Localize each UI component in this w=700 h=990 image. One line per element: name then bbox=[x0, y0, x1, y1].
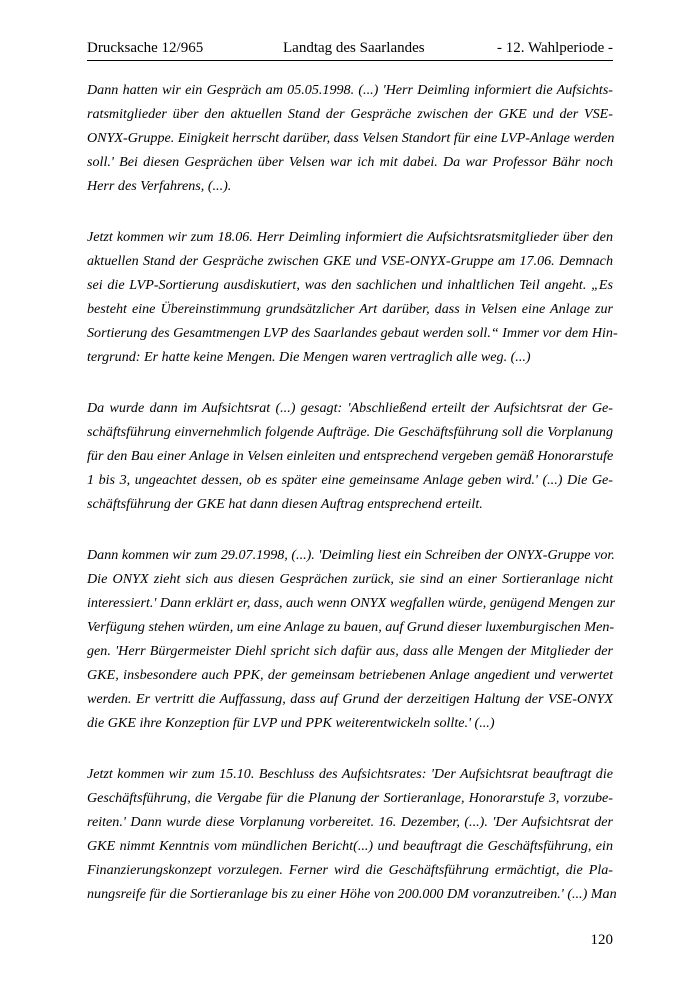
text-line: Da wurde dann im Aufsichtsrat (...) gesagt: 'Abschließend erteilt der Aufsichtsrat der Ge- bbox=[87, 400, 613, 416]
text-line: schäftsführung der GKE hat dann diesen Auftrag entsprechend erteilt. bbox=[87, 496, 483, 512]
text-line: Jetzt kommen wir zum 15.10. Beschluss des Aufsichtsrates: 'Der Aufsichtsrat beauftragt die bbox=[87, 766, 613, 782]
text-line: GKE, insbesondere auch PPK, der gemeinsam betriebenen Anlage angedient und verwertet bbox=[87, 667, 613, 683]
text-line: ONYX-Gruppe. Einigkeit herrscht darüber, dass Velsen Standort für eine LVP-Anlage werden bbox=[87, 130, 615, 146]
text-line: besteht eine Übereinstimmung grundsätzlicher Art darüber, dass in Velsen eine Anlage zur bbox=[87, 301, 613, 317]
page-number: 120 bbox=[590, 932, 613, 948]
text-line: sei die LVP-Sortierung ausdiskutiert, was den sachlichen und inhaltlichen Teil angeht. „Es bbox=[87, 277, 613, 293]
text-line: reiten.' Dann wurde diese Vorplanung vorbereitet. 16. Dezember, (...). 'Der Aufsichtsrat der bbox=[87, 814, 613, 830]
text-line: Jetzt kommen wir zum 18.06. Herr Deimling informiert die Aufsichtsratsmitglieder über den bbox=[87, 229, 613, 245]
text-line: soll.' Bei diesen Gesprächen über Velsen war ich mit dabei. Da war Professor Bähr noch bbox=[87, 154, 613, 170]
text-line: tergrund: Er hatte keine Mengen. Die Mengen waren vertraglich alle weg. (...) bbox=[87, 349, 531, 365]
text-line: Sortierung des Gesamtmengen LVP des Saarlandes gebaut werden soll.“ Immer vor dem Hin- bbox=[87, 325, 618, 341]
text-line: Verfügung stehen würden, um eine Anlage zu bauen, auf Grund dieser luxemburgischen Men- bbox=[87, 619, 615, 635]
text-line: interessiert.' Dann erklärt er, dass, auch wenn ONYX wegfallen würde, genügend Mengen zur bbox=[87, 595, 616, 611]
text-line: aktuellen Stand der Gespräche zwischen GKE und VSE-ONYX-Gruppe am 17.06. Demnach bbox=[87, 253, 613, 269]
paragraph-1 bbox=[87, 78, 613, 198]
text-line: Geschäftsführung, die Vergabe für die Planung der Sortieranlage, Honorarstufe 3, vorzube- bbox=[87, 790, 613, 806]
paragraph-3 bbox=[87, 396, 613, 516]
text-line: Dann kommen wir zum 29.07.1998, (...). 'Deimling liest ein Schreiben der ONYX-Gruppe vor. bbox=[87, 547, 615, 563]
body-text bbox=[87, 78, 618, 933]
text-line: Herr des Verfahrens, (...). bbox=[87, 178, 232, 194]
page-header bbox=[87, 38, 613, 61]
text-line: die GKE ihre Konzeption für LVP und PPK weiterentwickeln sollte.' (...) bbox=[87, 715, 495, 731]
document-number: Drucksache 12/965 bbox=[87, 40, 204, 56]
legislative-period: - 12. Wahlperiode - bbox=[497, 40, 613, 56]
text-line: 1 bis 3, ungeachtet dessen, ob es später eine gemeinsame Anlage geben wird.' (...) Die Ge- bbox=[87, 472, 613, 488]
text-line: ratsmitglieder über den aktuellen Stand der Gespräche zwischen der GKE und der VSE- bbox=[87, 106, 613, 122]
text-line: für den Bau einer Anlage in Velsen einleiten und entsprechend vergeben gemäß Honorarstufe bbox=[87, 448, 614, 464]
text-line: gen. 'Herr Bürgermeister Diehl spricht sich dafür aus, dass alle Mengen der Mitglieder der bbox=[87, 643, 613, 659]
text-line: schäftsführung einvernehmlich folgende Aufträge. Die Geschäftsführung soll die Vorplanung bbox=[87, 424, 613, 440]
text-line: nungsreife für die Sortieranlage bis zu einer Höhe von 200.000 DM voranzutreiben.' (...) Man bbox=[87, 886, 617, 902]
parliament-name: Landtag des Saarlandes bbox=[283, 40, 425, 56]
text-line: Finanzierungskonzept vorzulegen. Ferner wird die Geschäftsführung ermächtigt, die Pla- bbox=[87, 862, 613, 878]
text-line: Dann hatten wir ein Gespräch am 05.05.1998. (...) 'Herr Deimling informiert die Aufsichts- bbox=[87, 82, 613, 98]
paragraph-5 bbox=[87, 762, 617, 906]
text-line: GKE nimmt Kenntnis vom mündlichen Bericht(...) und beauftragt die Geschäftsführung, ein bbox=[87, 838, 613, 854]
paragraph-2 bbox=[87, 225, 618, 369]
text-line: werden. Er vertritt die Auffassung, dass auf Grund der derzeitigen Haltung der VSE-ONYX bbox=[87, 691, 613, 707]
paragraph-4 bbox=[87, 543, 616, 735]
text-line: Die ONYX zieht sich aus diesen Gesprächen zurück, sie sind an einer Sortieranlage nicht bbox=[87, 571, 613, 587]
